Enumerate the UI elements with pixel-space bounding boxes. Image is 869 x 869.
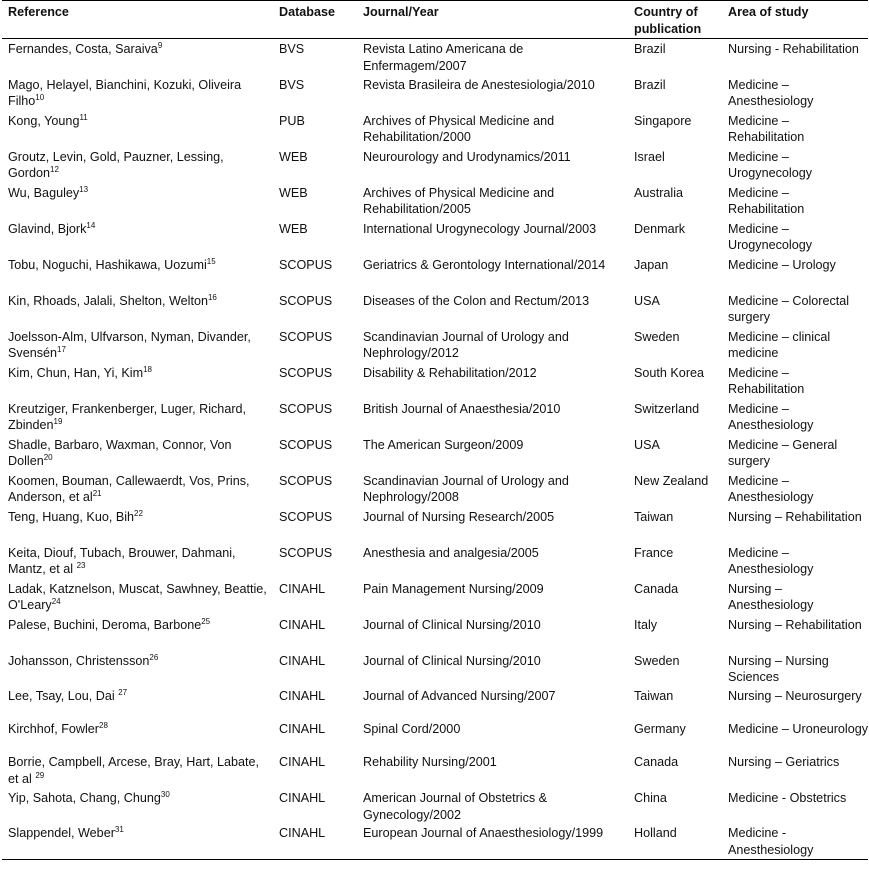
cell-country: Holland: [628, 823, 722, 859]
header-journal-year: Journal/Year: [357, 1, 628, 39]
reference-authors: Keita, Diouf, Tubach, Brouwer, Dahmani, Mantz, et al: [8, 545, 236, 577]
table-row: [2, 255, 868, 291]
cell-area: Medicine – General surgery: [728, 437, 838, 469]
cell-country: Germany: [634, 722, 686, 737]
reference-authors: Wu, Baguley: [8, 185, 80, 200]
reference-authors: Fernandes, Costa, Saraiva: [8, 42, 158, 56]
table-row: [2, 327, 868, 363]
cell-journal-year: Spinal Cord/2000: [363, 722, 461, 737]
cell-journal-year: Journal of Clinical Nursing/2010: [363, 653, 541, 668]
table-row: [2, 543, 868, 579]
cell-area: Nursing – Neurosurgery: [728, 689, 862, 704]
cell-reference: [2, 147, 273, 183]
cell-database: SCOPUS: [279, 257, 333, 272]
citation-number: 13: [79, 184, 89, 194]
cell-area: Medicine – Urogynecology: [728, 221, 813, 253]
cell-country: Brazil: [634, 77, 666, 92]
reference-authors: Shadle, Barbaro, Waxman, Connor, Von Dollen: [8, 437, 232, 469]
reference-authors: Ladak, Katznelson, Muscat, Sawhney, Beattie, O'Leary: [8, 581, 267, 613]
cell-area: Medicine – Rehabilitation: [728, 365, 805, 397]
cell-country: Australia: [634, 185, 683, 200]
cell-database: CINAHL: [273, 823, 357, 859]
citation-number: 11: [79, 112, 88, 122]
cell-journal-year: Journal of Advanced Nursing/2007: [363, 689, 556, 704]
cell-database: WEB: [279, 185, 308, 200]
table-row: [2, 147, 868, 183]
cell-area: Medicine – Colorectal surgery: [728, 293, 850, 325]
cell-reference: [2, 435, 273, 471]
table-row: [2, 719, 868, 752]
cell-country: China: [634, 790, 667, 805]
cell-database: WEB: [279, 221, 308, 236]
citation-number: 20: [43, 453, 53, 463]
citation-number: 19: [53, 417, 63, 427]
reference-authors: Borrie, Campbell, Arcese, Bray, Hart, Labate, et al: [8, 755, 260, 786]
cell-area: Medicine – Anesthesiology: [728, 473, 814, 505]
cell-country: Sweden: [634, 653, 680, 668]
cell-reference: [2, 651, 273, 687]
cell-country: Japan: [634, 257, 669, 272]
cell-country: Canada: [634, 581, 679, 596]
cell-reference: [2, 111, 273, 147]
table-row: [2, 651, 868, 687]
cell-database: CINAHL: [279, 755, 326, 770]
cell-journal-year: Scandinavian Journal of Urology and Nephrology/2008: [363, 473, 569, 505]
citation-number: 21: [92, 489, 102, 499]
cell-journal-year: European Journal of Anaesthesiology/1999: [357, 823, 628, 859]
cell-database: CINAHL: [279, 722, 326, 737]
cell-journal-year: Geriatrics & Gerontology International/2014: [363, 257, 606, 272]
cell-area: Medicine – Anesthesiology: [728, 545, 814, 577]
header-reference: Reference: [2, 1, 273, 39]
cell-country: Sweden: [634, 329, 680, 344]
reference-authors: Slappendel, Weber: [8, 826, 115, 841]
cell-country: Taiwan: [634, 689, 674, 704]
cell-country: USA: [634, 293, 660, 308]
reference-authors: Mago, Helayel, Bianchini, Kozuki, Oliveira Filho: [8, 77, 242, 109]
cell-database: CINAHL: [279, 689, 326, 704]
cell-database: WEB: [279, 149, 308, 164]
reference-authors: Teng, Huang, Kuo, Bih: [8, 509, 135, 524]
cell-journal-year: Rehability Nursing/2001: [363, 755, 497, 770]
cell-reference: [2, 615, 273, 651]
cell-area: Nursing – Nursing Sciences: [728, 653, 829, 685]
citation-number: 30: [160, 789, 170, 799]
table-row: [2, 111, 868, 147]
reference-authors: Kin, Rhoads, Jalali, Shelton, Welton: [8, 293, 208, 308]
cell-area: Medicine – Rehabilitation: [728, 113, 805, 145]
cell-area: Nursing – Geriatrics: [728, 755, 840, 770]
cell-area: Medicine – Uroneurology: [728, 722, 868, 737]
cell-journal-year: British Journal of Anaesthesia/2010: [363, 401, 561, 416]
cell-area: Medicine – clinical medicine: [728, 329, 831, 361]
cell-area: Nursing – Rehabilitation: [728, 617, 862, 632]
cell-journal-year: Archives of Physical Medicine and Rehabilitation/2005: [363, 185, 555, 217]
table-row: [2, 435, 868, 471]
cell-reference: [2, 399, 273, 435]
cell-reference: [2, 719, 273, 752]
table-row: [2, 788, 868, 824]
cell-reference: [2, 327, 273, 363]
cell-database: BVS: [279, 77, 305, 92]
cell-reference: [2, 579, 273, 615]
cell-area: Medicine - Obstetrics: [728, 790, 847, 805]
citation-number: 29: [35, 770, 45, 780]
citation-number: 14: [86, 220, 96, 230]
cell-journal-year: International Urogynecology Journal/2003: [363, 221, 597, 236]
cell-reference: [2, 75, 273, 111]
header-country: Country of publication: [628, 1, 722, 39]
cell-country: Brazil: [634, 42, 666, 56]
cell-database: CINAHL: [279, 653, 326, 668]
cell-journal-year: Scandinavian Journal of Urology and Nephrology/2012: [363, 329, 569, 361]
header-row: [2, 1, 868, 39]
cell-journal-year: Journal of Clinical Nursing/2010: [363, 617, 541, 632]
cell-journal-year: Revista Latino Americana de Enfermagem/2007: [363, 42, 524, 73]
cell-database: CINAHL: [279, 581, 326, 596]
cell-database: SCOPUS: [279, 329, 333, 344]
citation-number: 22: [134, 508, 143, 518]
table-row: [2, 399, 868, 435]
references-table: [2, 0, 868, 860]
cell-reference: [2, 507, 273, 543]
reference-authors: Lee, Tsay, Lou, Dai: [8, 689, 119, 704]
cell-reference: [2, 255, 273, 291]
reference-authors: Koomen, Bouman, Callewaerdt, Vos, Prins, Anderson, et al: [8, 473, 250, 505]
cell-journal-year: Neurourology and Urodynamics/2011: [363, 149, 571, 164]
reference-authors: Kirchhof, Fowler: [8, 722, 99, 737]
cell-area: Medicine – Rehabilitation: [728, 185, 805, 217]
cell-journal-year: Archives of Physical Medicine and Rehabilitation/2000: [363, 113, 555, 145]
cell-database: SCOPUS: [279, 545, 333, 560]
cell-area: Medicine – Anesthesiology: [728, 77, 814, 109]
citation-number: 18: [143, 364, 152, 374]
table-row: [2, 183, 868, 219]
cell-journal-year: Anesthesia and analgesia/2005: [363, 545, 539, 560]
cell-database: BVS: [279, 42, 305, 56]
reference-authors: Joelsson-Alm, Ulfvarson, Nyman, Divander, Svensén: [8, 329, 251, 361]
cell-database: SCOPUS: [279, 401, 333, 416]
cell-country: France: [634, 545, 674, 560]
reference-authors: Johansson, Christensson: [8, 653, 150, 668]
table-body: [2, 39, 868, 860]
cell-country: South Korea: [634, 365, 705, 380]
table-row: [2, 579, 868, 615]
cell-reference: [2, 219, 273, 255]
table-row: [2, 471, 868, 507]
cell-reference: [2, 471, 273, 507]
cell-database: SCOPUS: [279, 365, 333, 380]
cell-database: SCOPUS: [279, 437, 333, 452]
table-row: [2, 363, 868, 399]
header-area: Area of study: [722, 1, 868, 39]
cell-journal-year: American Journal of Obstetrics & Gynecology/2002: [363, 790, 548, 822]
cell-journal-year: Journal of Nursing Research/2005: [363, 509, 555, 524]
citation-number: 28: [99, 721, 108, 731]
citation-number: 23: [76, 561, 86, 571]
citation-number: 16: [207, 292, 217, 302]
cell-area: Nursing – Anesthesiology: [728, 581, 814, 613]
cell-database: CINAHL: [279, 790, 326, 805]
citation-number: 15: [206, 256, 216, 266]
reference-authors: Kreutziger, Frankenberger, Luger, Richard, Zbinden: [8, 401, 247, 433]
table-row: [2, 75, 868, 111]
cell-reference: [2, 752, 273, 788]
cell-reference: [2, 291, 273, 327]
cell-area: Medicine – Urogynecology: [728, 149, 813, 181]
cell-journal-year: The American Surgeon/2009: [363, 437, 524, 452]
cell-journal-year: Revista Brasileira de Anestesiologia/2010: [363, 77, 595, 92]
table-row: [2, 686, 868, 719]
table-row: [2, 291, 868, 327]
cell-database: SCOPUS: [279, 473, 333, 488]
citation-number: 10: [35, 93, 45, 103]
table-row: [2, 823, 868, 859]
cell-reference: [2, 39, 273, 75]
citation-number: 27: [118, 688, 128, 698]
reference-authors: Yip, Sahota, Chang, Chung: [8, 790, 161, 805]
reference-authors: Tobu, Noguchi, Hashikawa, Uozumi: [8, 257, 207, 272]
citation-number: 17: [57, 345, 66, 355]
cell-reference: [2, 686, 273, 719]
cell-country: Switzerland: [634, 401, 700, 416]
header-database: Database: [273, 1, 357, 39]
citation-number: 31: [114, 825, 124, 835]
table-row: [2, 219, 868, 255]
cell-reference: [2, 363, 273, 399]
cell-area: Medicine – Anesthesiology: [728, 401, 814, 433]
cell-journal-year: Pain Management Nursing/2009: [363, 581, 544, 596]
reference-authors: Groutz, Levin, Gold, Pauzner, Lessing, Gordon: [8, 149, 224, 181]
cell-journal-year: Disability & Rehabilitation/2012: [363, 365, 537, 380]
cell-area: Medicine – Urology: [728, 257, 836, 272]
cell-country: Italy: [634, 617, 658, 632]
cell-database: CINAHL: [279, 617, 326, 632]
citation-number: 25: [201, 616, 211, 626]
cell-database: SCOPUS: [279, 293, 333, 308]
table-row: [2, 752, 868, 788]
reference-authors: Palese, Buchini, Deroma, Barbone: [8, 617, 202, 632]
citation-number: 26: [149, 652, 159, 662]
cell-journal-year: Diseases of the Colon and Rectum/2013: [363, 293, 590, 308]
cell-reference: [2, 788, 273, 824]
cell-country: USA: [634, 437, 660, 452]
table-row: [2, 615, 868, 651]
citation-number: 9: [157, 41, 163, 50]
cell-area: Nursing – Rehabilitation: [728, 509, 862, 524]
table-row: [2, 507, 868, 543]
cell-country: Taiwan: [634, 509, 674, 524]
cell-database: SCOPUS: [279, 509, 333, 524]
citation-number: 24: [51, 597, 61, 607]
reference-authors: Kim, Chun, Han, Yi, Kim: [8, 365, 144, 380]
cell-country: Canada: [634, 755, 679, 770]
cell-area: Medicine - Anesthesiology: [722, 823, 868, 859]
cell-country: Singapore: [634, 113, 692, 128]
cell-country: New Zealand: [634, 473, 709, 488]
cell-country: Denmark: [634, 221, 686, 236]
cell-area: Nursing - Rehabilitation: [728, 42, 859, 56]
cell-reference: [2, 183, 273, 219]
cell-reference: [2, 543, 273, 579]
reference-authors: Glavind, Bjork: [8, 221, 87, 236]
cell-reference: [2, 823, 273, 859]
table-row: [2, 39, 868, 75]
citation-number: 12: [50, 165, 59, 175]
cell-database: PUB: [279, 113, 305, 128]
cell-country: Israel: [634, 149, 665, 164]
reference-authors: Kong, Young: [8, 113, 80, 128]
